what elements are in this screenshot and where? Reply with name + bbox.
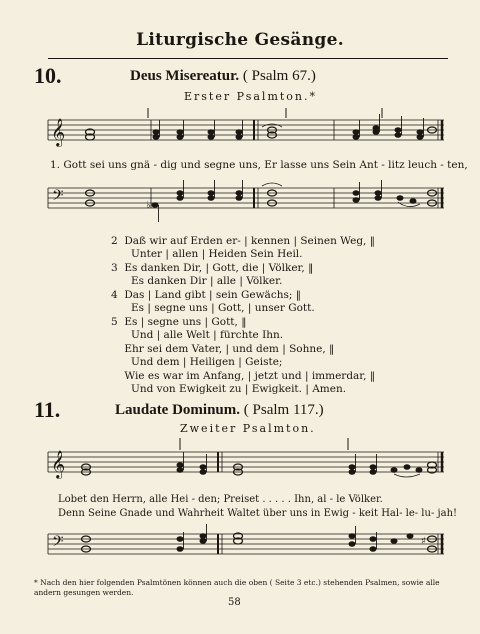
verse-number: 5 xyxy=(111,316,118,328)
svg-text:♯: ♯ xyxy=(421,536,426,547)
verse-line: Ehr sei dem Vater, | und dem | Sohne, ‖ xyxy=(124,343,335,355)
hymn-heading xyxy=(115,402,324,419)
hymn-number: 10. xyxy=(34,63,62,88)
psalm-tone: Zweiter Psalmton. xyxy=(180,422,316,435)
verse-line: Und | alle Welt | fürchte Ihn. xyxy=(131,329,284,341)
hymn-title: Deus Misereatur. xyxy=(130,68,240,84)
verse-line: Das | Land gibt | sein Gewächs; ‖ xyxy=(124,289,301,301)
verse-item xyxy=(111,289,375,315)
verse-number: 2 xyxy=(111,235,118,247)
verse-number: 4 xyxy=(111,289,118,301)
title-rule xyxy=(48,58,448,59)
verse-line: Unter | allen | Heiden Sein Heil. xyxy=(131,248,303,260)
music-staff-treble-11 xyxy=(0,430,480,490)
lyric-line: Denn Seine Gnade und Wahrheit Waltet über uns in Ewig - keit Hal- le- lu- jah! xyxy=(58,508,458,519)
verse-item xyxy=(111,235,375,261)
svg-text:𝄢: 𝄢 xyxy=(52,533,64,554)
svg-text:𝄢: 𝄢 xyxy=(52,187,64,208)
verse-line: Es | segne uns | Gott, | unser Gott. xyxy=(131,302,315,314)
svg-text:𝄞: 𝄞 xyxy=(51,118,66,146)
verse-line: Daß wir auf Erden er- | kennen | Seinen Weg, ‖ xyxy=(124,235,375,247)
verse-list xyxy=(111,235,375,396)
verse-line: Es danken Dir | alle | Völker. xyxy=(131,275,283,287)
verse-item xyxy=(111,370,375,396)
verse-item xyxy=(111,343,375,369)
lyric-line: Lobet den Herrn, alle Hei - den; Preiset . . . . . Ihn, al - le Völker. xyxy=(58,494,383,505)
footnote: * Nach den hier folgenden Psalmtönen können auch die oben ( Seite 3 etc.) stehenden Psalmen, sowie alle andern gesungen werden. xyxy=(34,578,440,597)
hymn-psalm: ( Psalm 117.) xyxy=(243,402,324,418)
music-staff-bass-11 xyxy=(0,522,480,572)
psalm-tone: Erster Psalmton.* xyxy=(184,90,317,103)
verse-line: Es danken Dir, | Gott, die | Völker, ‖ xyxy=(124,262,314,274)
hymn-heading xyxy=(130,68,316,85)
hymn-title: Laudate Dominum. xyxy=(115,402,241,418)
verse-item xyxy=(111,316,375,342)
verse-line: Es | segne uns | Gott, ‖ xyxy=(124,316,247,328)
svg-text:𝄞: 𝄞 xyxy=(51,450,66,478)
hymn-number: 11. xyxy=(34,397,61,422)
hymn-psalm: ( Psalm 67.) xyxy=(242,68,316,84)
svg-text:♭: ♭ xyxy=(146,200,151,211)
lyric-line: 1. Gott sei uns gnä - dig und segne uns, Er lasse uns Sein Ant - litz leuch - ten, xyxy=(50,159,468,171)
verse-line: Und von Ewigkeit zu | Ewigkeit. | Amen. xyxy=(131,383,347,395)
page-number: 58 xyxy=(228,597,241,608)
music-staff-bass-10 xyxy=(0,172,480,232)
verse-line: Und dem | Heiligen | Geiste; xyxy=(131,356,283,368)
verse-number: 3 xyxy=(111,262,118,274)
verse-line: Wie es war im Anfang, | jetzt und | immerdar, ‖ xyxy=(124,370,376,382)
page-title: Liturgische Gesänge. xyxy=(136,30,344,50)
verse-item xyxy=(111,262,375,288)
